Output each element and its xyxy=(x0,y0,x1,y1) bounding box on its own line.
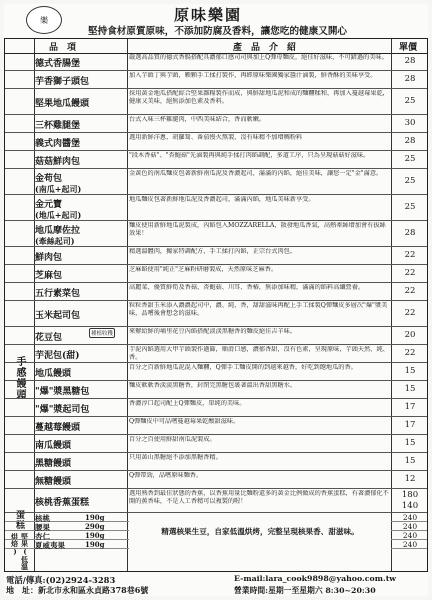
product-desc: 採用黃金地瓜搭配綜合堅果雜糧製作而成，與鮮甜地瓜泥和成的麵糰糅和，再加入蔓越莓果乾，健康又美味，絕無添加色素及香料。 xyxy=(129,90,389,106)
product-name-text: "爆"漿起司包 xyxy=(35,405,90,415)
category-bread: 手感饅頭 xyxy=(14,356,25,400)
footer-phone: 電話/傳真:(02)2924-3283 xyxy=(6,575,116,585)
product-name-sub: (南瓜+起司) xyxy=(35,184,82,194)
product-desc: Q彈麵皮中可品嚐蔓越莓果乾酸甜滋味。 xyxy=(129,418,240,425)
shop-slogan: 堅持食材原質原味，不添加防腐及香料，讓您吃的健康又開心 xyxy=(88,26,348,37)
table-row xyxy=(5,471,427,489)
nut-weight: 190g xyxy=(85,531,105,540)
product-name-text: 芋香獅子頭包 xyxy=(35,77,90,87)
table-row xyxy=(5,53,427,71)
product-name xyxy=(35,348,127,361)
product-price: 25 xyxy=(404,176,416,186)
product-price: 28 xyxy=(404,228,416,238)
product-name-text: 花豆包 xyxy=(35,333,63,343)
product-price: 17 xyxy=(404,420,416,430)
table-row xyxy=(5,327,427,345)
product-desc: 粒粒香甜玉米添入濃濃起司中，濃、純、香，甜甜滋味再配上手工揉製Q彈麵皮多層次"爆"漿美味，品嚐後會想念的滋味。 xyxy=(129,302,388,318)
product-name-text: 南瓜饅頭 xyxy=(35,441,72,451)
product-name-text: 黑糖饅頭 xyxy=(35,459,72,469)
product-name-sub: (牽絲起司) xyxy=(35,236,75,246)
product-name xyxy=(35,171,127,195)
product-desc: 金黃色的南瓜麵皮包著新鮮南瓜泥及香濃起司，滿滿的內餡，絕佳美味，讓您一定"金"滿意。 xyxy=(129,170,383,177)
product-desc: 芝麻餡使用"純正"芝麻粉研磨製成，天然原味芝麻香。 xyxy=(129,266,278,273)
product-price: 28 xyxy=(404,74,416,84)
product-price: 28 xyxy=(404,136,416,146)
product-price: 28 xyxy=(404,56,416,66)
table-row xyxy=(5,265,427,283)
product-name-text: "爆"漿黑糖包 xyxy=(35,387,90,397)
shop-title: 原味樂園 xyxy=(174,6,243,24)
category-nut: 堅果(低溫烘焙) xyxy=(10,533,30,570)
product-name xyxy=(35,197,127,221)
col-header-price: 單價 xyxy=(399,43,418,53)
product-name-text: 鮮肉包 xyxy=(35,253,63,263)
product-name-text: 蔓越莓饅頭 xyxy=(35,423,81,433)
product-price: 25 xyxy=(404,154,416,164)
nut-price: 240 xyxy=(402,522,418,531)
product-desc: 香濃淳口起司配上Q彈麵皮，單純的美味。 xyxy=(129,400,246,407)
brand-logo: 樂 xyxy=(26,6,62,34)
nut-description: 精選核果生豆，自家低溫烘烤，完整呈現核果香、甜滋味。 xyxy=(129,513,391,549)
table-row xyxy=(5,133,427,151)
product-price: 12 xyxy=(404,474,416,484)
menu-table xyxy=(4,38,428,572)
product-price: 22 xyxy=(404,250,416,260)
menu-sheet xyxy=(4,4,428,596)
product-price: 17 xyxy=(404,402,416,412)
product-desc: Q彈帶勁，品嚐原味麵香。 xyxy=(129,472,203,479)
product-name-text: 地瓜摩佐拉 xyxy=(35,226,81,236)
product-name xyxy=(35,96,127,109)
product-badge: 種植收穫 xyxy=(89,328,115,338)
nut-name: 腰果 xyxy=(35,523,50,532)
product-name xyxy=(35,420,127,433)
product-desc: 精選溫體肉，獨家特調配方，手工揉打內餡，正宗台式肉包。 xyxy=(129,248,297,255)
product-name xyxy=(35,154,127,167)
product-price: 22 xyxy=(404,286,416,296)
product-desc: 選用新鮮洋蔥、胡蘿蔔、番茄慢火熬製，沒有味精不加增稠粉料 xyxy=(129,134,303,141)
product-price: 20 xyxy=(404,330,416,340)
product-desc: 嚴選高品質的德式香腸搭配具濃郁口感司司與加上Q彈母麵皮，絕佳好滋味，不可錯過的美味。 xyxy=(129,54,388,61)
product-name xyxy=(35,366,127,379)
product-price: 140 xyxy=(401,501,419,511)
product-desc: 只用黃山黑糖絕不添加黑糖香精。 xyxy=(129,454,222,461)
product-name-sub: (地瓜+起司) xyxy=(35,210,82,220)
table-row xyxy=(5,489,427,513)
footer-email: E-mail:lara_cook9898@yahoo.com.tw xyxy=(234,574,397,583)
product-name-text: 芝麻包 xyxy=(35,271,63,281)
product-name xyxy=(35,402,127,415)
product-price: 15 xyxy=(404,456,416,466)
product-desc: 加入芋頭丁與芋頭，顆顆手工揉打製作，再經原味樂園獨家醬汁滷製，鮮香酥的美味享受。 xyxy=(129,72,377,79)
product-desc: 百分之百使用鮮甜南瓜泥製成。 xyxy=(129,436,216,443)
product-name-text: 義式肉醬堡 xyxy=(35,139,81,149)
menu-header xyxy=(4,4,428,40)
table-row xyxy=(5,283,427,301)
product-desc: 麵皮軟軟香淡淡黑糖香，封閉完黑糖包裹著溫出香甜黑糖水。 xyxy=(129,382,297,389)
table-row xyxy=(5,399,427,417)
product-desc: 地瓜麵皮包著新鮮地瓜泥及香濃起司，滿滿內餡，地瓜美味新享受。 xyxy=(129,196,315,203)
product-price: 22 xyxy=(404,268,416,278)
product-name-text: 地瓜饅頭 xyxy=(35,369,72,379)
product-name xyxy=(35,223,127,247)
table-row xyxy=(5,453,427,471)
product-name xyxy=(35,136,127,149)
product-price: 22 xyxy=(404,308,416,318)
menu-footer xyxy=(4,574,428,596)
product-desc: 芋泥內餡選用大甲芋頭製作過篩，順滑口感，濃郁香甜，沒有色素，呈現原味，芋頭天然、純、香。 xyxy=(129,346,389,362)
product-name-text: 德式香腸堡 xyxy=(35,59,81,69)
product-name-text: 金苟包 xyxy=(35,174,63,184)
product-name xyxy=(35,308,127,321)
product-name xyxy=(35,118,127,131)
table-row xyxy=(5,89,427,115)
nut-price: 240 xyxy=(402,531,418,540)
table-row xyxy=(5,417,427,435)
table-row xyxy=(5,435,427,453)
table-row xyxy=(5,151,427,169)
product-desc: 高麗菜、優質鮮筍及香菇、杏鮑菇、川耳、香椿，無添加味精，滿滿的餡料高纖營養。 xyxy=(129,284,365,291)
product-desc: "段木香菇"、"杏鮑菇"先滷製再與純手揉打肉餡調配，多道工序，只為呈現菇菇好滋味。 xyxy=(129,152,370,159)
table-header-row xyxy=(5,39,427,54)
table-row xyxy=(5,301,427,327)
product-price: 25 xyxy=(404,96,416,106)
table-row xyxy=(5,195,427,221)
table-row xyxy=(5,71,427,89)
product-name xyxy=(35,456,127,469)
product-name xyxy=(35,286,127,299)
table-row xyxy=(5,363,427,381)
product-price: 22 xyxy=(404,348,416,358)
product-price: 25 xyxy=(404,202,416,212)
product-name-text: 金元寶 xyxy=(35,200,63,210)
footer-hours: 營業時間:星期一至星期六 8:30~20:30 xyxy=(234,586,376,595)
nut-name: 杏仁 xyxy=(35,532,50,541)
product-name-text: 菇菇鮮肉包 xyxy=(35,157,81,167)
product-name xyxy=(35,56,127,69)
nut-name: 夏威夷果 xyxy=(35,541,65,550)
table-row xyxy=(5,221,427,247)
product-desc: 台式入味三杯雞腿肉，中西美味結合，香而軟嫩。 xyxy=(129,116,266,123)
product-name-text: 無糖饅頭 xyxy=(35,477,72,487)
product-name: 核桃香蕉蛋糕 xyxy=(35,498,90,508)
table-row xyxy=(5,345,427,363)
product-price: 180 xyxy=(401,490,419,500)
table-row xyxy=(5,169,427,195)
product-name-text: 堅果地瓜饅頭 xyxy=(35,99,90,109)
nut-price: 240 xyxy=(402,513,418,522)
product-desc: 百分之百新鮮地瓜泥混入麵糰，Q彈手工麵皮開的到越來越香，好吃到飽地瓜的香。 xyxy=(129,364,357,371)
product-name-text: 玉米起司包 xyxy=(35,311,81,321)
product-name xyxy=(35,438,127,451)
table-row xyxy=(5,247,427,265)
product-price: 15 xyxy=(404,384,416,394)
col-header-item: 品 項 xyxy=(49,43,77,53)
product-name-text: 三杯雞腿堡 xyxy=(35,121,81,131)
product-name xyxy=(35,268,127,281)
product-price: 15 xyxy=(404,366,416,376)
product-desc: 來辦給鮮的埔里花豆內餡搭配淡淡黑糖香的麵皮絕佳吉羊味。 xyxy=(129,328,297,335)
product-price: 30 xyxy=(404,118,416,128)
nut-price: 240 xyxy=(402,540,418,549)
product-desc: 麵皮使用新鮮地瓜泥製成，內餡包入MOZZARELLA，散發地瓜香氣，高熱牽絲增加會有拔絲效果！ xyxy=(129,222,386,238)
table-row xyxy=(5,381,427,399)
table-row xyxy=(5,115,427,133)
product-desc: 選用熟香到最佳狀態的香蕉，以香蕉用量比麵粉還多的黃金比例做成的香蕉蛋糕，有著濃郁化不開的蕉香味，不是人工香精可以複製的喔！ xyxy=(129,490,389,506)
nut-name: 核桃 xyxy=(35,514,50,523)
nut-weight: 190g xyxy=(85,513,105,522)
product-name-text: 芋泥包(甜) xyxy=(35,351,80,361)
nut-weight: 290g xyxy=(85,522,105,531)
product-name xyxy=(35,384,127,397)
product-name-text: 五行素菜包 xyxy=(35,289,81,299)
category-cake: 蛋糕 xyxy=(14,510,24,530)
product-price: 15 xyxy=(404,438,416,448)
product-name xyxy=(35,474,127,487)
product-name xyxy=(35,74,127,87)
nut-weight: 190g xyxy=(85,540,105,549)
footer-address: 地 址：新北市永和區永貞路378巷6號 xyxy=(6,585,149,595)
product-name xyxy=(35,250,127,263)
col-header-desc: 產 品 介 紹 xyxy=(233,43,297,53)
